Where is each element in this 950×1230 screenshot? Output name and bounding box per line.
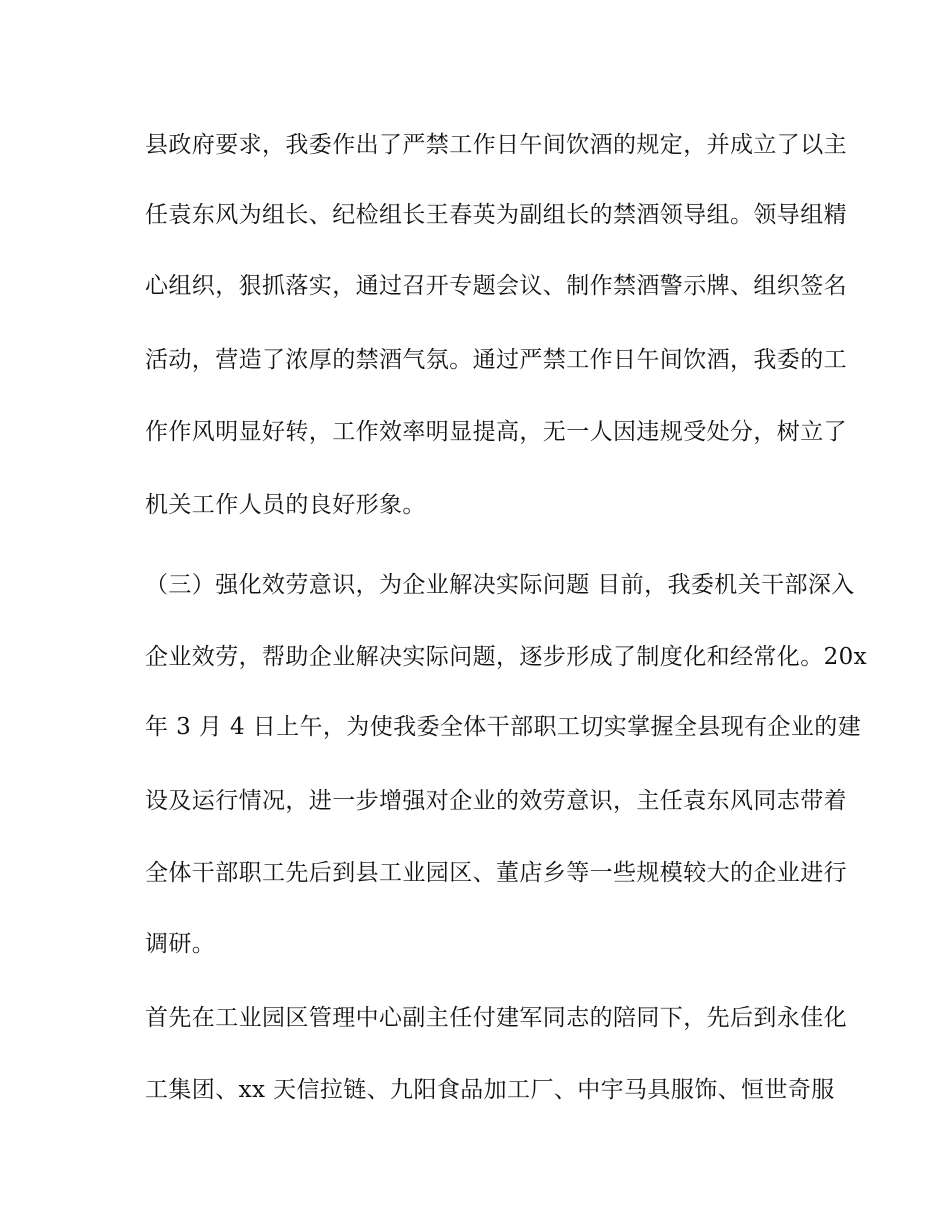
paragraph-line: 心组织，狠抓落实，通过召开专题会议、制作禁酒警示牌、组织签名 <box>145 273 847 299</box>
paragraph-line: 县政府要求，我委作出了严禁工作日午间饮酒的规定，并成立了以主 <box>145 132 847 158</box>
paragraph-line: 任袁东风为组长、纪检组长王春英为副组长的禁酒领导组。领导组精 <box>145 202 847 228</box>
paragraph-line: 企业效劳，帮助企业解决实际问题，逐步形成了制度化和经常化。20x <box>145 644 868 670</box>
paragraph-line: 机关工作人员的良好形象。 <box>145 492 426 518</box>
paragraph-line: 工集团、xx 天信拉链、九阳食品加工厂、中宇马具服饰、恒世奇服 <box>145 1077 835 1103</box>
paragraph-line: 年 3 月 4 日上午，为使我委全体干部职工切实掌握全县现有企业的建 <box>145 714 862 740</box>
paragraph-line: 全体干部职工先后到县工业园区、董店乡等一些规模较大的企业进行 <box>145 860 847 886</box>
paragraph-line: 作作风明显好转，工作效率明显提高，无一人因违规受处分，树立了 <box>145 419 847 445</box>
paragraph-line: 首先在工业园区管理中心副主任付建军同志的陪同下，先后到永佳化 <box>145 1005 847 1031</box>
paragraph-line: 调研。 <box>145 931 216 957</box>
paragraph-line: 设及运行情况，进一步增强对企业的效劳意识，主任袁东风同志带着 <box>145 788 847 814</box>
section-heading-line: （三）强化效劳意识，为企业解决实际问题 目前，我委机关干部深入 <box>145 572 855 598</box>
paragraph-line: 活动，营造了浓厚的禁酒气氛。通过严禁工作日午间饮酒，我委的工 <box>145 347 847 373</box>
